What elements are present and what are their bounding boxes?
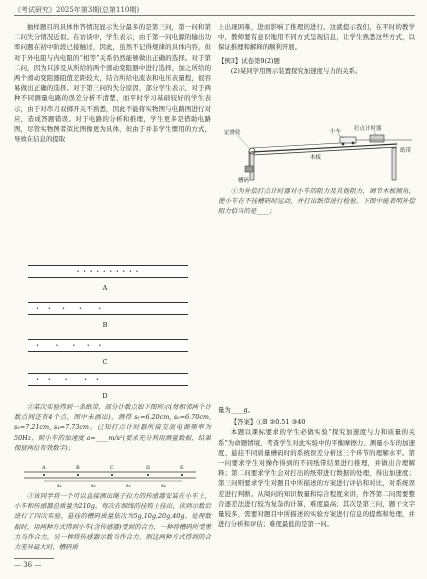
answer-key: 【答案】①B ②0.51 ③40 <box>230 418 306 427</box>
question-3 <box>14 491 211 552</box>
counting-points-tape <box>24 462 196 490</box>
svg-text:s₁: s₁ <box>57 483 62 489</box>
tape-B: • • • • • <box>28 302 188 315</box>
answer-line: 量为____g。 <box>218 406 255 414</box>
right-column <box>218 22 415 76</box>
label-weight: 槽码 <box>238 178 250 184</box>
apparatus-figure <box>222 122 417 184</box>
example-title: 【例3】试卷第9(2)题 <box>218 56 280 65</box>
svg-text:E: E <box>180 465 184 471</box>
right-paragraph-1: 上出现困难，进而影响了推理的进行。这就提示我们，在平时的教学中，教师要有意识地用不同方式呈现信息，让学生熟悉这些方式，以保证推理和解释的顺利开展。 <box>218 23 415 52</box>
question-3-text: ③该同学将一个可以直接测出绳子拉力的传感器安装在小车上，小车和传感器总质量为210g。每次在细线的挂钩上挂出，读到示数后进行了四次实验，悬挂的槽码质量依次为5g,10g,20g,40g。处理数据时，用两种方式得到小车(含传感器)受到的合力，一种将槽码所受重力当作合力，另一种将传感器示数当作合力，则这两种方式得到的合力差异最大时，槽码质 <box>14 492 211 552</box>
svg-text:s₃: s₃ <box>126 483 131 489</box>
label-tape: 纸带 <box>400 148 412 154</box>
analysis-text: 本题以课标要求的学生必做实验“探究加速度与力和质量的关系”为命题情境，考查学生对此实验中的平衡摩擦力、测量小车的加速度、悬挂不同质量槽码时的系统误差分析这三个环节的理解水平。第一问要求学生对操作得到的不同纸带结果进行推理，并做出合理解释；第二问要求学生会对打出的纸带进行数据的处理，得出加速度；第三问则要求学生对题目中所描述的方案进行评估和对比，对系统误差进行判断。从阅问的知识数量和综合程度来讲，作答第二问需要整合逐差法进行较为复杂的计算，难度最高；其次是第三问，题干文字量较多，需要对题目中所描述的实验方案进行信息的提炼和处理，并进行分析和评估；难度最低的是第一问。 <box>218 428 415 529</box>
svg-text:C: C <box>110 465 114 471</box>
svg-text:B: B <box>76 465 80 471</box>
left-paragraph-1: 抽样题目的具体作答情况显示失分最多的是第三问，第一问和第二问失分情况近似。在访谈中，学生表示，由于第一问电源的输出功率问题在初中阶段已接触过，因此，虽然不记得规律的具体内容，但对于外电阻与内电阻的“相等”关系仍然能够做出正确的选择。对于第二问，因为只涉及从所给的两个滑动变阻器中进行选择，加之所给的两个滑动变阻器阻值差距较大，结合所给电流表和电压表量程，很容易做出正确的选择。对于第三问的失分原因，部分学生表示，对于两种不同测量电路的误差分析不清楚，而平时学习基础较好的学生表示，由于对串刀双掷开关不熟悉，因此不能将实物图与电路图进行对应，造成答题错误。对于电路的分析和推理，学生更多是借助电路图，尽管实物图者似比图像更为具体，但由于并非学生惯用的方式，导致在信息的提取 <box>14 23 211 144</box>
svg-text:D: D <box>146 465 151 471</box>
label-pulley: 定滑轮 <box>224 130 241 136</box>
question-2 <box>14 402 211 453</box>
label-board: 木板 <box>310 155 322 161</box>
label-car: 小车 <box>330 129 342 135</box>
left-column <box>14 22 211 262</box>
header-rule <box>14 15 415 16</box>
journal-header: 《考试研究》2025年第3期(总第110期) <box>14 6 140 14</box>
question-1 <box>218 186 415 217</box>
tape-D: • • • • • <box>28 373 188 386</box>
svg-text:s₄: s₄ <box>161 483 166 489</box>
page-number: — 36 — <box>14 561 42 569</box>
svg-text:A: A <box>42 465 46 471</box>
footer-rule <box>14 558 54 559</box>
question-1-text: ①为补偿打点计时器对小车的阻力及其他阻力，调节木板倾角，使小车在不挂槽码时运动，并打出纸带进行检验，下图中能表明补偿阻力恰当的是____； <box>218 187 415 216</box>
svg-text:s₂: s₂ <box>91 483 96 489</box>
tape-label-D: D <box>102 392 108 400</box>
tape-label-C: C <box>102 358 108 366</box>
answer-block <box>218 405 415 529</box>
tape-C: • • • • • <box>28 339 188 352</box>
example-subtitle: (2)某同学用图示装置探究加速度与力的关系。 <box>230 66 362 75</box>
question-2-text: ②某次实验得到一条纸带，部分计数点如下图所示(每相邻两个计数点间还有4个点，图中未画出)，测得 s₁=6.20cm, s₂=6.70cm, s₃=7.21cm, s₄=7.73cm。已知打点计时器所接交流电源频率为50Hz，则小车的加速度 a=____m/s²(要求充分利用测量数据，结果保留两位有效数字)； <box>14 403 211 452</box>
tape-label-A: A <box>102 284 108 292</box>
tape-label-B: B <box>102 321 108 329</box>
tape-A: • • • • • • • • • • <box>28 265 188 278</box>
label-timer: 打点计时器 <box>354 126 382 132</box>
